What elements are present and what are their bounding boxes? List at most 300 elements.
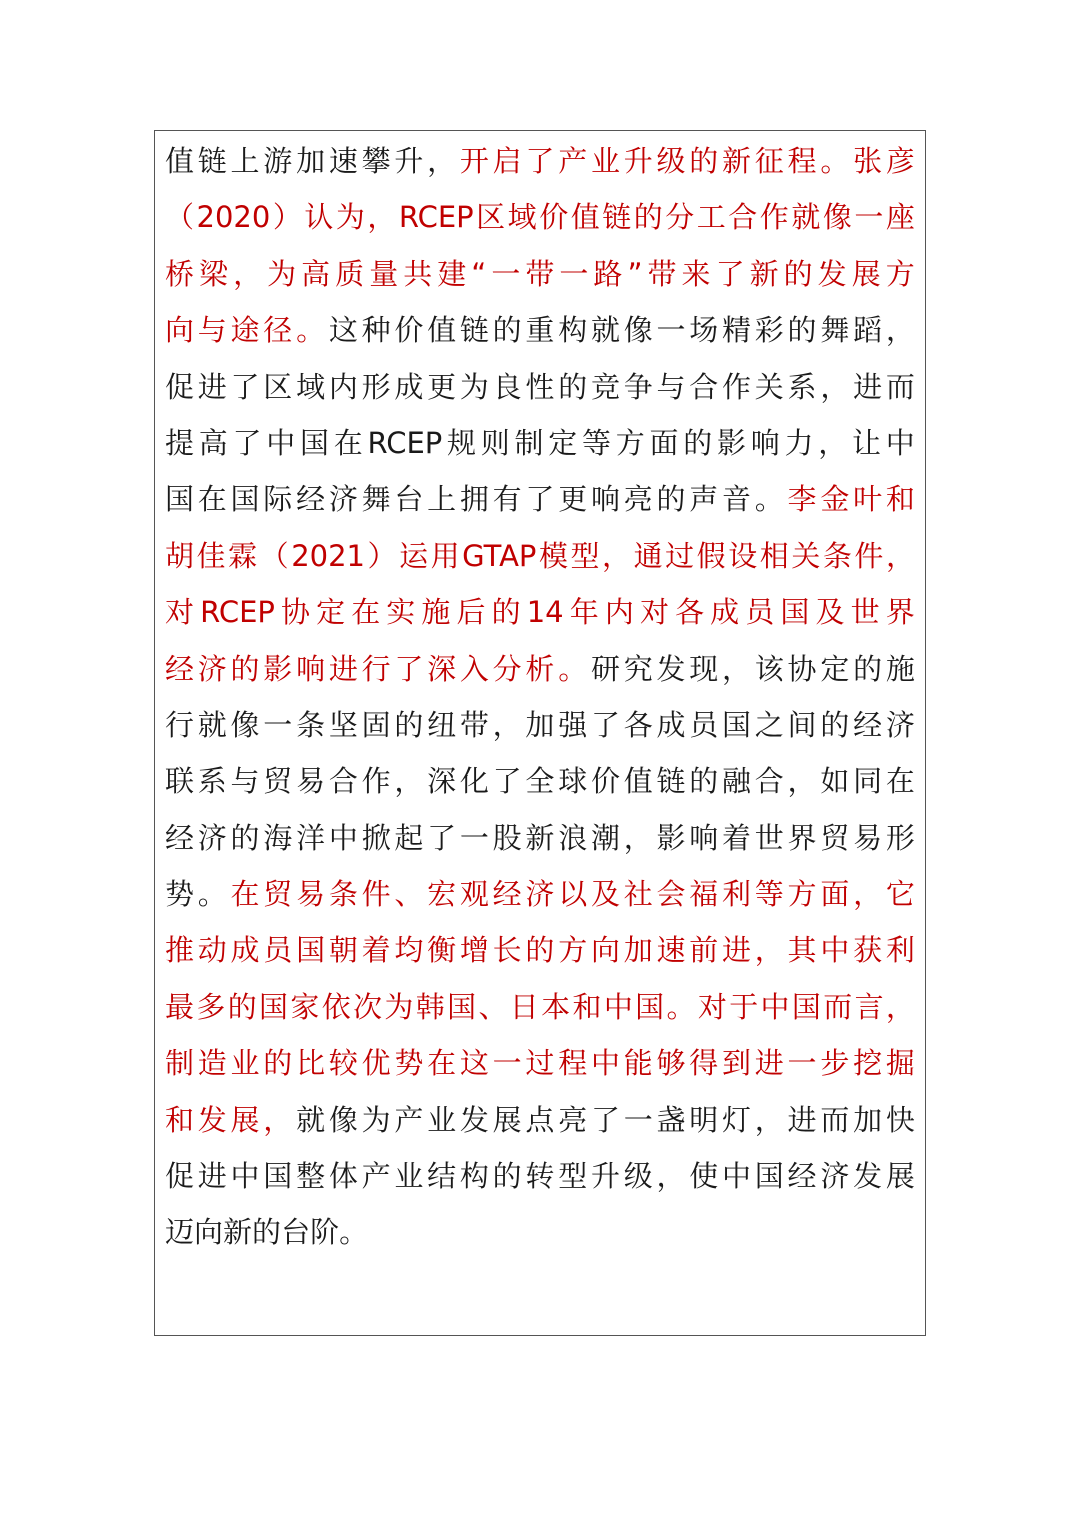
highlighted-text: 为 — [384, 989, 414, 1024]
highlighted-text: 件 — [854, 538, 884, 573]
highlighted-text: 前 — [689, 933, 719, 968]
highlighted-text: 到 — [722, 1046, 752, 1081]
highlighted-text: 对 — [697, 989, 727, 1024]
body-text: 成 — [656, 707, 686, 742]
body-text: 该 — [754, 651, 784, 686]
highlighted-text: 一 — [492, 1046, 522, 1081]
highlighted-text: 在 — [351, 595, 381, 630]
body-text: ， — [885, 313, 915, 348]
body-text: 阶 — [310, 1215, 340, 1250]
body-text: 则 — [480, 425, 510, 460]
highlighted-text: 次 — [353, 989, 383, 1024]
body-text: 就 — [197, 707, 227, 742]
highlighted-text: 、 — [478, 989, 508, 1024]
body-text: 在 — [197, 482, 227, 517]
highlighted-text: 方 — [558, 933, 588, 968]
body-text: 进 — [787, 1102, 817, 1137]
body-text: 新 — [525, 820, 555, 855]
body-text: 为 — [459, 369, 489, 404]
highlighted-text: 实 — [386, 595, 416, 630]
body-text: 国 — [263, 1159, 293, 1194]
body-text: 使 — [689, 1159, 719, 1194]
body-text: 级 — [623, 1159, 653, 1194]
highlighted-text: 国 — [296, 933, 326, 968]
highlighted-text: ， — [853, 877, 883, 912]
body-text: 贸 — [263, 764, 293, 799]
body-text: 国 — [165, 482, 195, 517]
body-text: 灯 — [722, 1102, 752, 1137]
body-text: 员 — [689, 707, 719, 742]
highlighted-text: 与 — [197, 313, 227, 348]
highlighted-text: 及 — [815, 595, 845, 630]
body-text: 面 — [649, 425, 679, 460]
body-text: ， — [427, 144, 457, 178]
highlighted-text: 成 — [230, 933, 260, 968]
highlighted-text: 展 — [230, 1102, 260, 1137]
body-text: 了 — [230, 369, 260, 404]
highlighted-text: 一 — [559, 256, 589, 291]
highlighted-text: 协 — [280, 595, 310, 630]
body-text: 的 — [787, 313, 817, 348]
body-text: 的 — [820, 707, 850, 742]
body-text: 济 — [328, 482, 358, 517]
highlighted-text: 叶 — [853, 482, 883, 517]
highlighted-text: 进 — [722, 933, 752, 968]
body-text: 规 — [447, 425, 477, 460]
body-text: 争 — [623, 369, 653, 404]
body-text: 掀 — [361, 820, 391, 855]
highlighted-text: 的 — [230, 651, 260, 686]
body-text: 的 — [656, 482, 686, 517]
body-text: 际 — [263, 482, 293, 517]
highlighted-text: 济 — [525, 877, 555, 912]
highlighted-text: 假 — [696, 538, 726, 573]
body-text: 着 — [722, 820, 752, 855]
body-text: 系 — [197, 764, 227, 799]
body-text: 响 — [750, 425, 780, 460]
text-line — [165, 697, 915, 753]
text-line — [165, 922, 915, 978]
body-text: 舞 — [820, 313, 850, 348]
highlighted-text: 新 — [749, 256, 779, 291]
highlighted-text: 比 — [296, 1046, 326, 1081]
highlighted-text: 通 — [633, 538, 663, 573]
body-text: ， — [656, 1159, 686, 1194]
highlighted-text: 域 — [507, 200, 537, 235]
body-text: 这 — [328, 313, 358, 348]
highlighted-text: 径 — [263, 313, 293, 348]
highlighted-text: 着 — [361, 933, 391, 968]
text-line — [165, 528, 915, 584]
text-line — [165, 1148, 915, 1204]
body-text: 上 — [230, 144, 260, 178]
highlighted-text: 这 — [459, 1046, 489, 1081]
highlighted-text: 员 — [263, 933, 293, 968]
body-text: 迈 — [165, 1215, 195, 1250]
body-text: 潮 — [590, 820, 620, 855]
highlighted-text: 模 — [538, 538, 568, 573]
highlighted-text: 深 — [427, 651, 457, 686]
body-text: 合 — [754, 764, 784, 799]
body-text: 中 — [885, 425, 915, 460]
body-text: 施 — [885, 651, 915, 686]
body-text: 全 — [525, 764, 555, 799]
highlighted-text: 。 — [820, 144, 850, 178]
highlighted-text: 社 — [623, 877, 653, 912]
highlighted-text: 加 — [623, 933, 653, 968]
highlighted-text: 后 — [456, 595, 486, 630]
body-text: 种 — [361, 313, 391, 348]
highlighted-text: 级 — [656, 144, 686, 178]
highlighted-text: 就 — [791, 200, 821, 235]
highlighted-text: 它 — [885, 877, 915, 912]
highlighted-text: 产 — [558, 144, 588, 178]
highlighted-text: RCEP — [398, 200, 474, 235]
highlighted-text: 件 — [361, 877, 391, 912]
highlighted-text: 面 — [820, 877, 850, 912]
highlighted-text: 。 — [666, 989, 696, 1024]
body-text: 的 — [558, 369, 588, 404]
body-text: 国 — [722, 707, 752, 742]
body-text: 台 — [394, 482, 424, 517]
body-text: 易 — [853, 820, 883, 855]
highlighted-text: ， — [885, 538, 915, 573]
highlighted-text: 长 — [492, 933, 522, 968]
text-line — [165, 810, 915, 866]
highlighted-text: 家 — [290, 989, 320, 1024]
body-text: 国 — [754, 1159, 784, 1194]
highlighted-text: 一 — [854, 200, 884, 235]
body-text: 价 — [590, 764, 620, 799]
body-text: 响 — [590, 482, 620, 517]
highlighted-text: 发 — [197, 1102, 227, 1137]
body-text: 拥 — [459, 482, 489, 517]
highlighted-text: 国 — [259, 989, 289, 1024]
highlighted-text: 的 — [525, 933, 555, 968]
highlighted-text: ” — [627, 256, 643, 291]
highlighted-text: 。 — [558, 651, 588, 686]
highlighted-text: ， — [233, 256, 263, 291]
body-text: 易 — [296, 764, 326, 799]
highlighted-text: 条 — [822, 538, 852, 573]
highlighted-text: 宏 — [427, 877, 457, 912]
highlighted-text: 等 — [754, 877, 784, 912]
body-text: 像 — [623, 313, 653, 348]
highlighted-text: 年 — [569, 595, 599, 630]
highlighted-text: 。 — [296, 313, 326, 348]
highlighted-text: 启 — [492, 144, 522, 178]
text-line — [165, 1035, 915, 1091]
highlighted-text: 14 — [526, 595, 564, 630]
body-text: 定 — [820, 651, 850, 686]
body-text: 像 — [328, 1102, 358, 1137]
body-text: 舞 — [361, 482, 391, 517]
highlighted-text: 国 — [780, 595, 810, 630]
body-text: 型 — [558, 1159, 588, 1194]
highlighted-text: 霖 — [228, 538, 258, 573]
highlighted-text: 中 — [820, 933, 850, 968]
highlighted-text: 价 — [539, 200, 569, 235]
body-text: 的 — [394, 707, 424, 742]
body-text: 的 — [683, 425, 713, 460]
body-text: 中 — [722, 1159, 752, 1194]
highlighted-text: （ — [259, 538, 289, 573]
highlighted-text: 获 — [853, 933, 883, 968]
body-text: 精 — [722, 313, 752, 348]
body-text: 值 — [427, 313, 457, 348]
body-text: 像 — [230, 707, 260, 742]
highlighted-text: 施 — [421, 595, 451, 630]
body-text: 攀 — [361, 144, 391, 178]
highlighted-text: 作 — [759, 200, 789, 235]
highlighted-text: 世 — [850, 595, 880, 630]
body-text: 速 — [328, 144, 358, 178]
body-text: 的 — [492, 1159, 522, 1194]
highlighted-text: 设 — [728, 538, 758, 573]
body-text: 游 — [263, 144, 293, 178]
highlighted-text: 及 — [590, 877, 620, 912]
body-text: 产 — [394, 1102, 424, 1137]
highlighted-text: 优 — [361, 1046, 391, 1081]
body-text: 彩 — [754, 313, 784, 348]
body-text: 股 — [492, 820, 522, 855]
body-text: 了 — [590, 707, 620, 742]
highlighted-text: 链 — [602, 200, 632, 235]
highlighted-text: 在 — [427, 1046, 457, 1081]
highlighted-text: ） — [367, 538, 397, 573]
highlighted-text: 内 — [604, 595, 634, 630]
body-text: ， — [623, 820, 653, 855]
body-text: 台 — [281, 1215, 311, 1250]
text-line — [165, 1092, 915, 1148]
body-text: 中 — [328, 820, 358, 855]
text-line — [165, 641, 915, 697]
highlighted-text: 向 — [590, 933, 620, 968]
body-text: 体 — [328, 1159, 358, 1194]
highlighted-text: 一 — [491, 256, 521, 291]
body-text: 链 — [197, 144, 227, 178]
body-text: 关 — [754, 369, 784, 404]
body-text: 强 — [558, 707, 588, 742]
body-text: 声 — [689, 482, 719, 517]
body-text: 进 — [197, 1159, 227, 1194]
highlighted-text: ， — [885, 989, 915, 1024]
body-text: 了 — [427, 820, 457, 855]
text-line — [165, 1204, 915, 1260]
body-text: 升 — [394, 144, 424, 178]
highlighted-text: 利 — [722, 877, 752, 912]
body-text: 同 — [853, 764, 883, 799]
highlighted-text: 条 — [328, 877, 358, 912]
highlighted-text: 业 — [230, 1046, 260, 1081]
highlighted-text: 日 — [509, 989, 539, 1024]
body-text: 构 — [459, 1159, 489, 1194]
body-text: 明 — [689, 1102, 719, 1137]
highlighted-text: 量 — [369, 256, 399, 291]
highlighted-text: ， — [754, 933, 784, 968]
highlighted-text: 速 — [656, 933, 686, 968]
highlighted-text: 一 — [787, 1046, 817, 1081]
body-text: 向 — [194, 1215, 224, 1250]
highlighted-text: 步 — [820, 1046, 850, 1081]
body-text: 就 — [590, 313, 620, 348]
highlighted-text: 程 — [787, 144, 817, 178]
body-text: 场 — [689, 313, 719, 348]
body-text: 球 — [558, 764, 588, 799]
highlighted-text: 过 — [665, 538, 695, 573]
body-text: 等 — [582, 425, 612, 460]
highlighted-text: 对 — [639, 595, 669, 630]
body-text: 中 — [266, 425, 296, 460]
body-text: 经 — [787, 1159, 817, 1194]
body-text: 性 — [525, 369, 555, 404]
body-text: 产 — [361, 1159, 391, 1194]
text-line — [165, 359, 915, 415]
text-line — [165, 753, 915, 809]
body-text: 高 — [198, 425, 228, 460]
body-text: 加 — [296, 144, 326, 178]
body-text: 音 — [722, 482, 752, 517]
body-text: 而 — [885, 369, 915, 404]
highlighted-text: 和 — [885, 482, 915, 517]
body-text: ， — [754, 1102, 784, 1137]
body-text: 促 — [165, 369, 195, 404]
body-text: 亮 — [623, 482, 653, 517]
body-text: 世 — [754, 820, 784, 855]
highlighted-text: 张 — [853, 144, 883, 178]
highlighted-text: 金 — [820, 482, 850, 517]
body-text: 之 — [754, 707, 784, 742]
body-text: 内 — [328, 369, 358, 404]
highlighted-text: 和 — [572, 989, 602, 1024]
body-text: 融 — [722, 764, 752, 799]
highlighted-text: 途 — [230, 313, 260, 348]
highlighted-text: 向 — [165, 313, 195, 348]
highlighted-text: 挖 — [853, 1046, 883, 1081]
text-line — [165, 133, 915, 189]
highlighted-text: 在 — [230, 877, 260, 912]
highlighted-text: 征 — [754, 144, 784, 178]
body-text: 势 — [165, 877, 195, 912]
text-line — [165, 979, 915, 1035]
body-text: 有 — [492, 482, 522, 517]
highlighted-text: 合 — [728, 200, 758, 235]
body-text: 一 — [656, 313, 686, 348]
body-text: 升 — [590, 1159, 620, 1194]
highlighted-text: 的 — [227, 989, 257, 1024]
body-text: 间 — [787, 707, 817, 742]
body-text: 国 — [300, 425, 330, 460]
body-text: ， — [818, 425, 848, 460]
body-text: 业 — [427, 1102, 457, 1137]
body-text: 转 — [525, 1159, 555, 1194]
highlighted-text: 新 — [722, 144, 752, 178]
highlighted-text: 2021 — [291, 538, 365, 573]
body-text: 让 — [852, 425, 882, 460]
body-text: 响 — [689, 820, 719, 855]
highlighted-text: 发 — [817, 256, 847, 291]
body-text: 为 — [361, 1102, 391, 1137]
highlighted-text: 关 — [791, 538, 821, 573]
body-text: 新 — [223, 1215, 253, 1250]
body-text: 结 — [427, 1159, 457, 1194]
highlighted-text: 、 — [394, 877, 424, 912]
highlighted-text: 增 — [459, 933, 489, 968]
body-text: 一 — [623, 1102, 653, 1137]
highlighted-text: 质 — [335, 256, 365, 291]
body-text: RCEP — [367, 425, 443, 460]
highlighted-text: 界 — [885, 595, 915, 630]
highlighted-text: （ — [165, 200, 195, 235]
highlighted-text: 行 — [361, 651, 391, 686]
highlighted-text: 国 — [447, 989, 477, 1024]
highlighted-text: 能 — [623, 1046, 653, 1081]
highlighted-text: 响 — [296, 651, 326, 686]
text-line — [165, 471, 915, 527]
body-text: 形 — [361, 369, 391, 404]
body-text: 国 — [230, 482, 260, 517]
text-line — [165, 866, 915, 922]
body-text: 洋 — [296, 820, 326, 855]
highlighted-text: 桥 — [165, 256, 195, 291]
highlighted-text: 来 — [681, 256, 711, 291]
highlighted-text: 的 — [689, 144, 719, 178]
highlighted-text: 带 — [647, 256, 677, 291]
highlighted-text: 带 — [525, 256, 555, 291]
body-text: 济 — [885, 707, 915, 742]
highlighted-text: 和 — [165, 1102, 195, 1137]
body-text: 现 — [689, 651, 719, 686]
highlighted-text: 影 — [263, 651, 293, 686]
body-text: 链 — [459, 313, 489, 348]
body-text: 化 — [459, 764, 489, 799]
highlighted-text: 多 — [196, 989, 226, 1024]
highlighted-text: 中 — [603, 989, 633, 1024]
highlighted-text: “ — [471, 256, 487, 291]
highlighted-text: 了 — [394, 651, 424, 686]
highlighted-text: 2020 — [196, 200, 271, 235]
highlighted-text: 福 — [689, 877, 719, 912]
highlighted-text: 进 — [754, 1046, 784, 1081]
body-text: 起 — [394, 820, 424, 855]
text-line — [165, 302, 915, 358]
body-text: 。 — [339, 1215, 369, 1250]
highlighted-text: 的 — [633, 200, 663, 235]
body-text: 带 — [459, 707, 489, 742]
highlighted-text: 方 — [885, 256, 915, 291]
highlighted-text: 胡 — [165, 538, 195, 573]
body-text: 经 — [853, 707, 883, 742]
highlighted-text: 其 — [787, 933, 817, 968]
body-text: 上 — [427, 482, 457, 517]
highlighted-text: 经 — [165, 651, 195, 686]
body-text: 贸 — [820, 820, 850, 855]
body-text: 加 — [525, 707, 555, 742]
body-text: 纽 — [427, 707, 457, 742]
highlighted-text: 各 — [675, 595, 705, 630]
highlighted-text: 的 — [263, 1046, 293, 1081]
body-text: 如 — [820, 764, 850, 799]
body-text: 与 — [230, 764, 260, 799]
body-text: 深 — [427, 764, 457, 799]
body-text: 链 — [656, 764, 686, 799]
body-text: 形 — [885, 820, 915, 855]
body-text: 力 — [784, 425, 814, 460]
highlighted-text: 动 — [197, 933, 227, 968]
body-text: 一 — [459, 820, 489, 855]
highlighted-text: 李 — [787, 482, 817, 517]
body-text: 展 — [885, 1159, 915, 1194]
